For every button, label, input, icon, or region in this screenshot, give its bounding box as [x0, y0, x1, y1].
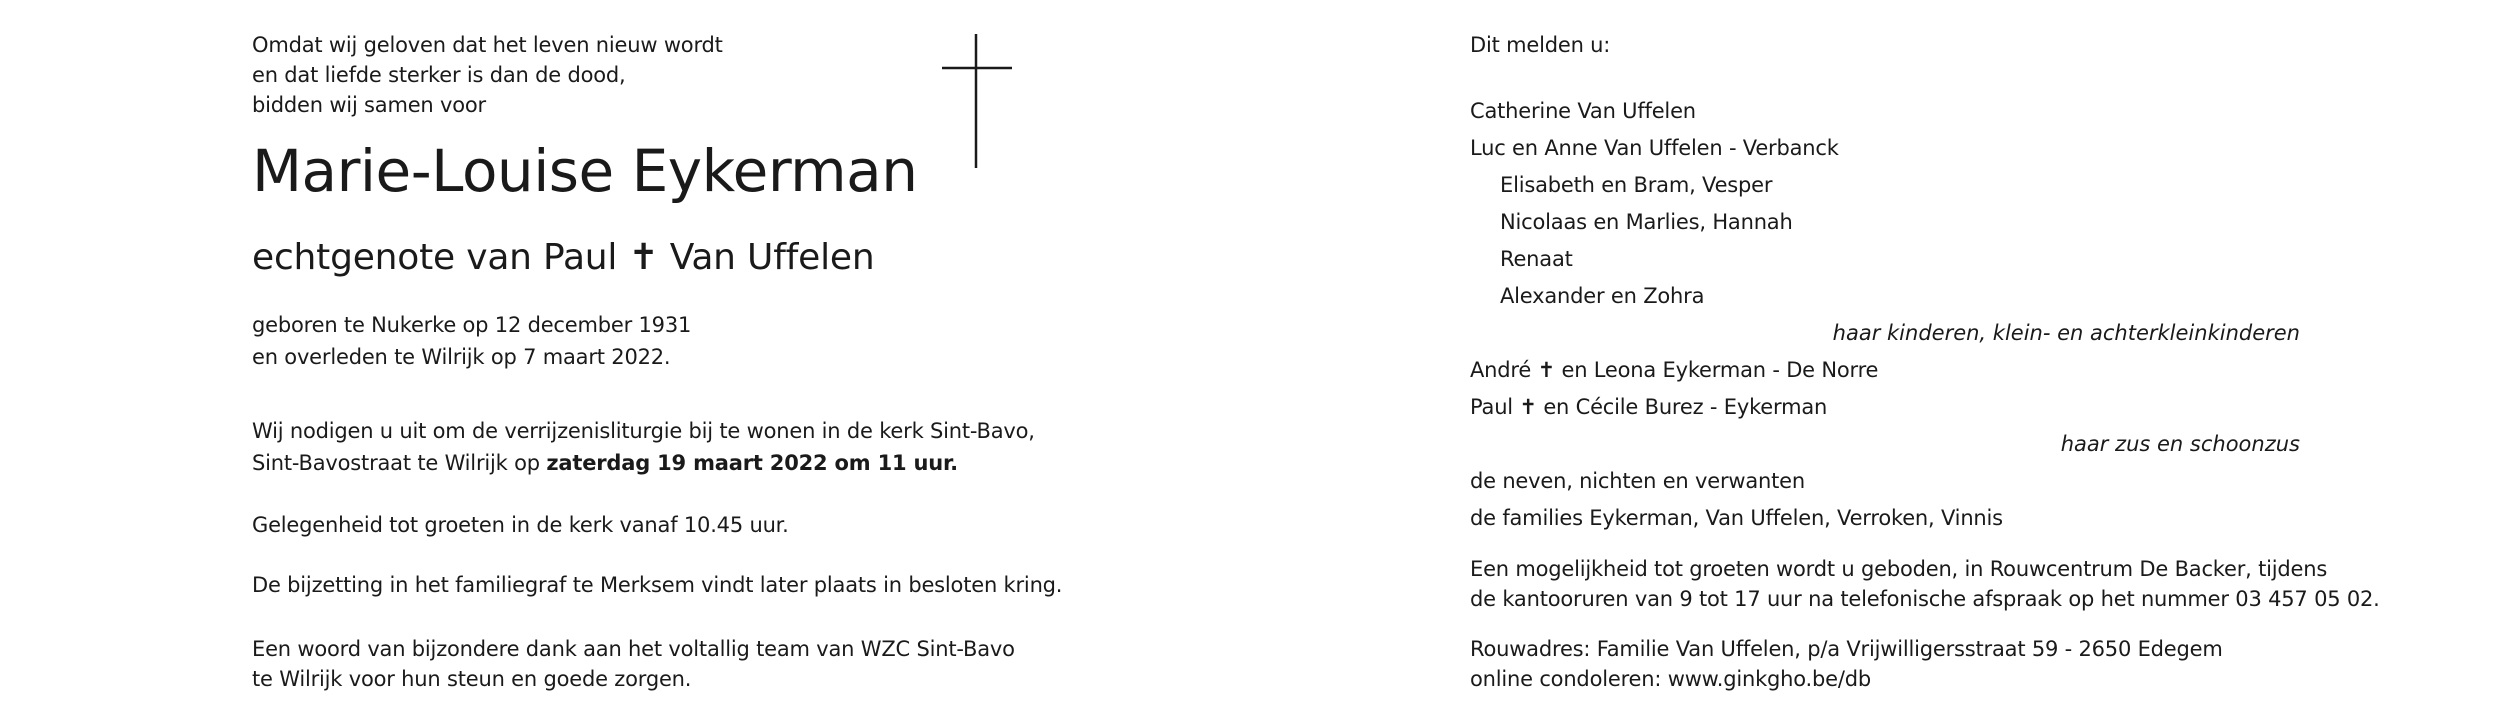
- andre-cross-icon: ✝: [1537, 358, 1555, 382]
- children-caption: haar kinderen, klein- en achterkleinkinderen: [1832, 321, 2300, 345]
- birth-line: geboren te Nukerke op 12 december 1931: [252, 313, 692, 337]
- spouse-line: [252, 236, 874, 280]
- andre-name: André: [1470, 358, 1532, 382]
- andre-rest: en Leona Eykerman - De Norre: [1561, 358, 1879, 382]
- burial-line: De bijzetting in het familiegraf te Merksem vindt later plaats in besloten kring.: [252, 573, 1063, 597]
- service-datetime: zaterdag 19 maart 2022 om 11 uur.: [546, 451, 958, 475]
- paul-cross-icon: ✝: [1519, 395, 1537, 419]
- grandchild-1: Elisabeth en Bram, Vesper: [1500, 173, 1773, 197]
- family-andre: [1470, 355, 1878, 385]
- death-line: en overleden te Wilrijk op 7 maart 2022.: [252, 345, 671, 369]
- paul-name: Paul: [1470, 395, 1513, 419]
- cross-icon: [942, 34, 1012, 168]
- invite-line-2-prefix: Sint-Bavostraat te Wilrijk op: [252, 451, 540, 475]
- invite-line-2: [252, 448, 958, 478]
- condolence-line-2: de kantooruren van 9 tot 17 uur na telefonische afspraak op het nummer 03 457 05 02.: [1470, 587, 2380, 611]
- spouse-cross-icon: ✝: [628, 237, 659, 278]
- mourning-address: Rouwadres: Familie Van Uffelen, p/a Vrijwilligersstraat 59 - 2650 Edegem: [1470, 637, 2223, 661]
- family-catherine: Catherine Van Uffelen: [1470, 99, 1696, 123]
- online-condolence: online condoleren: www.ginkgho.be/db: [1470, 667, 1872, 691]
- families-line: de families Eykerman, Van Uffelen, Verroken, Vinnis: [1470, 506, 2003, 530]
- invite-line-1: Wij nodigen u uit om de verrijzenisliturgie bij te wonen in de kerk Sint-Bavo,: [252, 419, 1035, 443]
- grandchild-2: Nicolaas en Marlies, Hannah: [1500, 210, 1793, 234]
- thanks-line-2: te Wilrijk voor hun steun en goede zorgen.: [252, 667, 692, 691]
- family-luc-anne: Luc en Anne Van Uffelen - Verbanck: [1470, 136, 1839, 160]
- grandchild-3: Renaat: [1500, 247, 1573, 271]
- intro-line-3: bidden wij samen voor: [252, 93, 486, 117]
- siblings-caption: haar zus en schoonzus: [2060, 432, 2300, 456]
- condolence-line-1: Een mogelijkheid tot groeten wordt u geboden, in Rouwcentrum De Backer, tijdens: [1470, 557, 2328, 581]
- grandchild-4: Alexander en Zohra: [1500, 284, 1705, 308]
- announce-line: Dit melden u:: [1470, 33, 1611, 57]
- family-paul: [1470, 392, 1827, 422]
- intro-line-1: Omdat wij geloven dat het leven nieuw wordt: [252, 33, 723, 57]
- intro-line-2: en dat liefde sterker is dan de dood,: [252, 63, 626, 87]
- thanks-line-1: Een woord van bijzondere dank aan het voltallig team van WZC Sint-Bavo: [252, 637, 1015, 661]
- cousins-line: de neven, nichten en verwanten: [1470, 469, 1806, 493]
- spouse-suffix: Van Uffelen: [669, 237, 875, 278]
- spouse-prefix: echtgenote van Paul: [252, 237, 618, 278]
- paul-rest: en Cécile Burez - Eykerman: [1543, 395, 1828, 419]
- deceased-name: Marie-Louise Eykerman: [252, 137, 918, 205]
- greeting-line: Gelegenheid tot groeten in de kerk vanaf 10.45 uur.: [252, 513, 789, 537]
